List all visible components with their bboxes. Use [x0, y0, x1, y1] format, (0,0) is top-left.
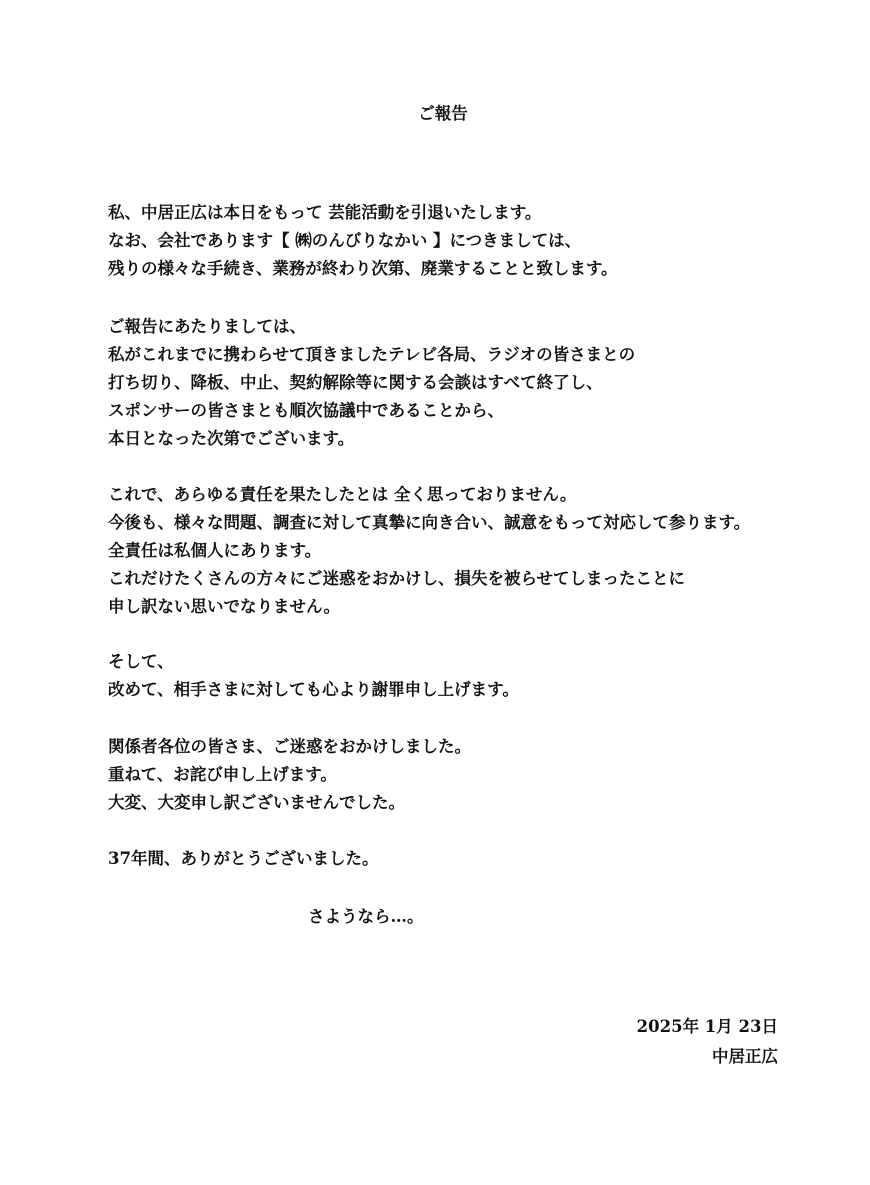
- paragraph-3-line: これだけたくさんの方々にご迷惑をおかけし、損失を被らせてしまったことに: [108, 569, 686, 588]
- paragraph-3-line: 今後も、様々な問題、調査に対して真摯に向き合い、誠意をもって対応して参ります。: [108, 513, 751, 532]
- paragraph-4-line: 改めて、相手さまに対しても心より謝罪申し上げます。: [108, 680, 519, 699]
- paragraph-1-line: なお、会社であります【 ㈱のんびりなかい 】につきましては、: [108, 231, 582, 250]
- paragraph-6-line: 37年間、ありがとうございました。: [108, 849, 379, 868]
- paragraph-1-line: 私、中居正広は本日をもって 芸能活動を引退いたします。: [108, 203, 542, 222]
- paragraph-5-line: 大変、大変申し訳ございませんでした。: [108, 793, 405, 812]
- paragraph-4-line: そして、: [108, 652, 174, 671]
- paragraph-5-line: 関係者各位の皆さま、ご迷惑をおかけしました。: [108, 737, 471, 756]
- signature: 中居正広: [712, 1047, 778, 1066]
- paragraph-2-line: 本日となった次第でございます。: [108, 429, 355, 448]
- paragraph-2-line: ご報告にあたりましては、: [108, 317, 306, 336]
- paragraph-3-line: 申し訳ない思いでなりません。: [108, 597, 340, 616]
- paragraph-2-line: スポンサーの皆さまとも順次協議中であることから、: [108, 401, 504, 420]
- paragraph-2-line: 私がこれまでに携わらせて頂きましたテレビ各局、ラジオの皆さまとの: [108, 345, 636, 364]
- paragraph-2-line: 打ち切り、降板、中止、契約解除等に関する会談はすべて終了し、: [108, 373, 603, 392]
- paragraph-5-line: 重ねて、お詫び申し上げます。: [108, 765, 337, 784]
- date: 2025年 1月 23日: [636, 1017, 778, 1036]
- farewell-line: さようなら…。: [308, 907, 424, 926]
- paragraph-3-line: これで、あらゆる責任を果たしたとは 全く思っておりません。: [108, 485, 577, 504]
- paragraph-1-line: 残りの様々な手続き、業務が終わり次第、廃業することと致します。: [108, 259, 618, 278]
- document-title: ご報告: [418, 104, 468, 123]
- paragraph-3-line: 全責任は私個人にあります。: [108, 541, 322, 560]
